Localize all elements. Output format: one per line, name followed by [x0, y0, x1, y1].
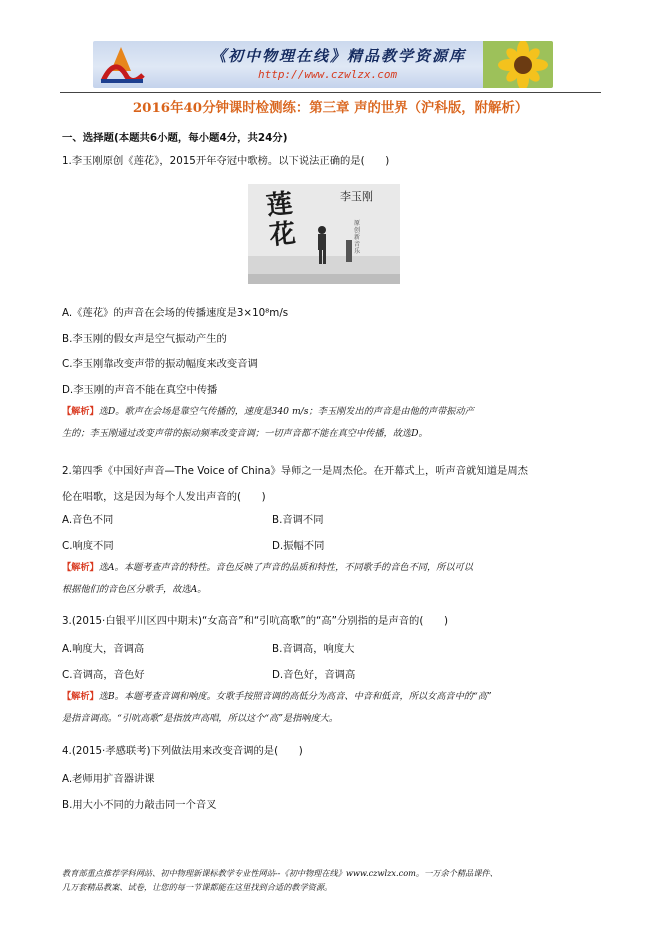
answer-label: 【解析】	[62, 406, 99, 417]
answer-text: 选A。本题考查声音的特性。音色反映了声音的品质和特性，不同歌手的音色不同，所以可以	[98, 562, 473, 573]
question-1-option-a[interactable]: A.《莲花》的声音在会场的传播速度是3×10⁸m/s	[62, 307, 289, 319]
answer-text: 根据他们的音色区分歌手，故选A。	[62, 584, 207, 595]
answer-label: 【解析】	[62, 691, 99, 702]
banner-title: 《初中物理在线》精品教学资源库	[211, 47, 467, 65]
question-3-option-a[interactable]: A.响度大，音调高	[62, 643, 145, 655]
question-2-option-a[interactable]: A.音色不同	[62, 514, 114, 526]
page-footer	[62, 866, 602, 894]
question-2-option-d[interactable]: D.振幅不同	[272, 540, 325, 552]
question-1-option-c[interactable]: C.李玉刚靠改变声带的振动幅度来改变音调	[62, 358, 258, 370]
question-3-option-d[interactable]: D.音色好，音调高	[272, 669, 356, 681]
sunflower-icon	[483, 41, 553, 88]
question-1-option-b[interactable]: B.李玉刚的假女声是空气振动产生的	[62, 333, 227, 345]
question-3-stem: 3.(2015·白银平川区四中期末)“女高音”和“引吭高歌”的“高”分别指的是声音的( )	[62, 615, 448, 627]
question-4-stem: 4.(2015·孝感联考)下列做法用来改变音调的是( )	[62, 745, 303, 757]
answer-text: 选D。歌声在会场是靠空气传播的，速度是340 m/s；李玉刚发出的声音是由他的声带振动产	[98, 406, 474, 417]
question-2-stem-line: 伦在唱歌，这是因为每个人发出声音的( )	[62, 491, 266, 503]
question-4-option-b[interactable]: B.用大小不同的力敲击同一个音叉	[62, 799, 217, 811]
document-title: 2016年40分钟课时检测练：第三章 声的世界（沪科版，附解析）	[132, 100, 529, 116]
photo-singer-name: 李玉刚	[340, 190, 373, 203]
question-2-option-c[interactable]: C.响度不同	[62, 540, 114, 552]
question-1-answer	[62, 401, 602, 445]
photo-char-2: 花	[268, 218, 298, 252]
question-1-option-d[interactable]: D.李玉刚的声音不能在真空中传播	[62, 384, 218, 396]
answer-text: 选B。本题考查音调和响度。女歌手按照音调的高低分为高音、中音和低音，所以女高音中的“高”	[98, 691, 492, 702]
header-divider	[60, 92, 601, 93]
banner-url[interactable]: http://www.czwlzx.com	[258, 68, 398, 81]
question-1-photo	[248, 184, 400, 284]
answer-text: 是指音调高。“引吭高歌”是指放声高唱，所以这个“高”是指响度大。	[62, 713, 339, 724]
footer-line: 几万套精品教案、试卷，让您的每一节课都能在这里找到合适的教学资源。	[62, 882, 333, 892]
question-3-answer	[62, 686, 602, 730]
question-3-option-c[interactable]: C.音调高，音色好	[62, 669, 145, 681]
question-2-answer	[62, 557, 602, 601]
footer-line: 教育部重点推荐学科网站、初中物理新课标教学专业性网站--《初中物理在线》www.czwlzx.com。一万余个精品课件、	[62, 868, 498, 878]
photo-char-1: 莲	[264, 188, 294, 222]
question-2-option-b[interactable]: B.音调不同	[272, 514, 324, 526]
answer-text: 生的；李玉刚通过改变声带的振动频率改变音调；一切声音都不能在真空中传播，故选D。	[62, 428, 428, 439]
question-1-stem: 1.李玉刚原创《莲花》，2015开年夺冠中歌榜。以下说法正确的是( )	[62, 155, 390, 167]
question-4-option-a[interactable]: A.老师用扩音器讲课	[62, 773, 155, 785]
header-banner	[93, 41, 553, 88]
photo-small-sign: 原创新音乐	[354, 220, 361, 255]
question-3-option-b[interactable]: B.音调高，响度大	[272, 643, 355, 655]
site-logo-icon	[93, 41, 153, 88]
question-2-stem	[62, 458, 528, 510]
section-heading: 一、选择题(本题共6小题，每小题4分，共24分)	[62, 132, 288, 144]
question-2-stem-line: 2.第四季《中国好声音—The Voice of China》导师之一是周杰伦。在开幕式上，听声音就知道是周杰	[62, 465, 528, 477]
answer-label: 【解析】	[62, 562, 99, 573]
